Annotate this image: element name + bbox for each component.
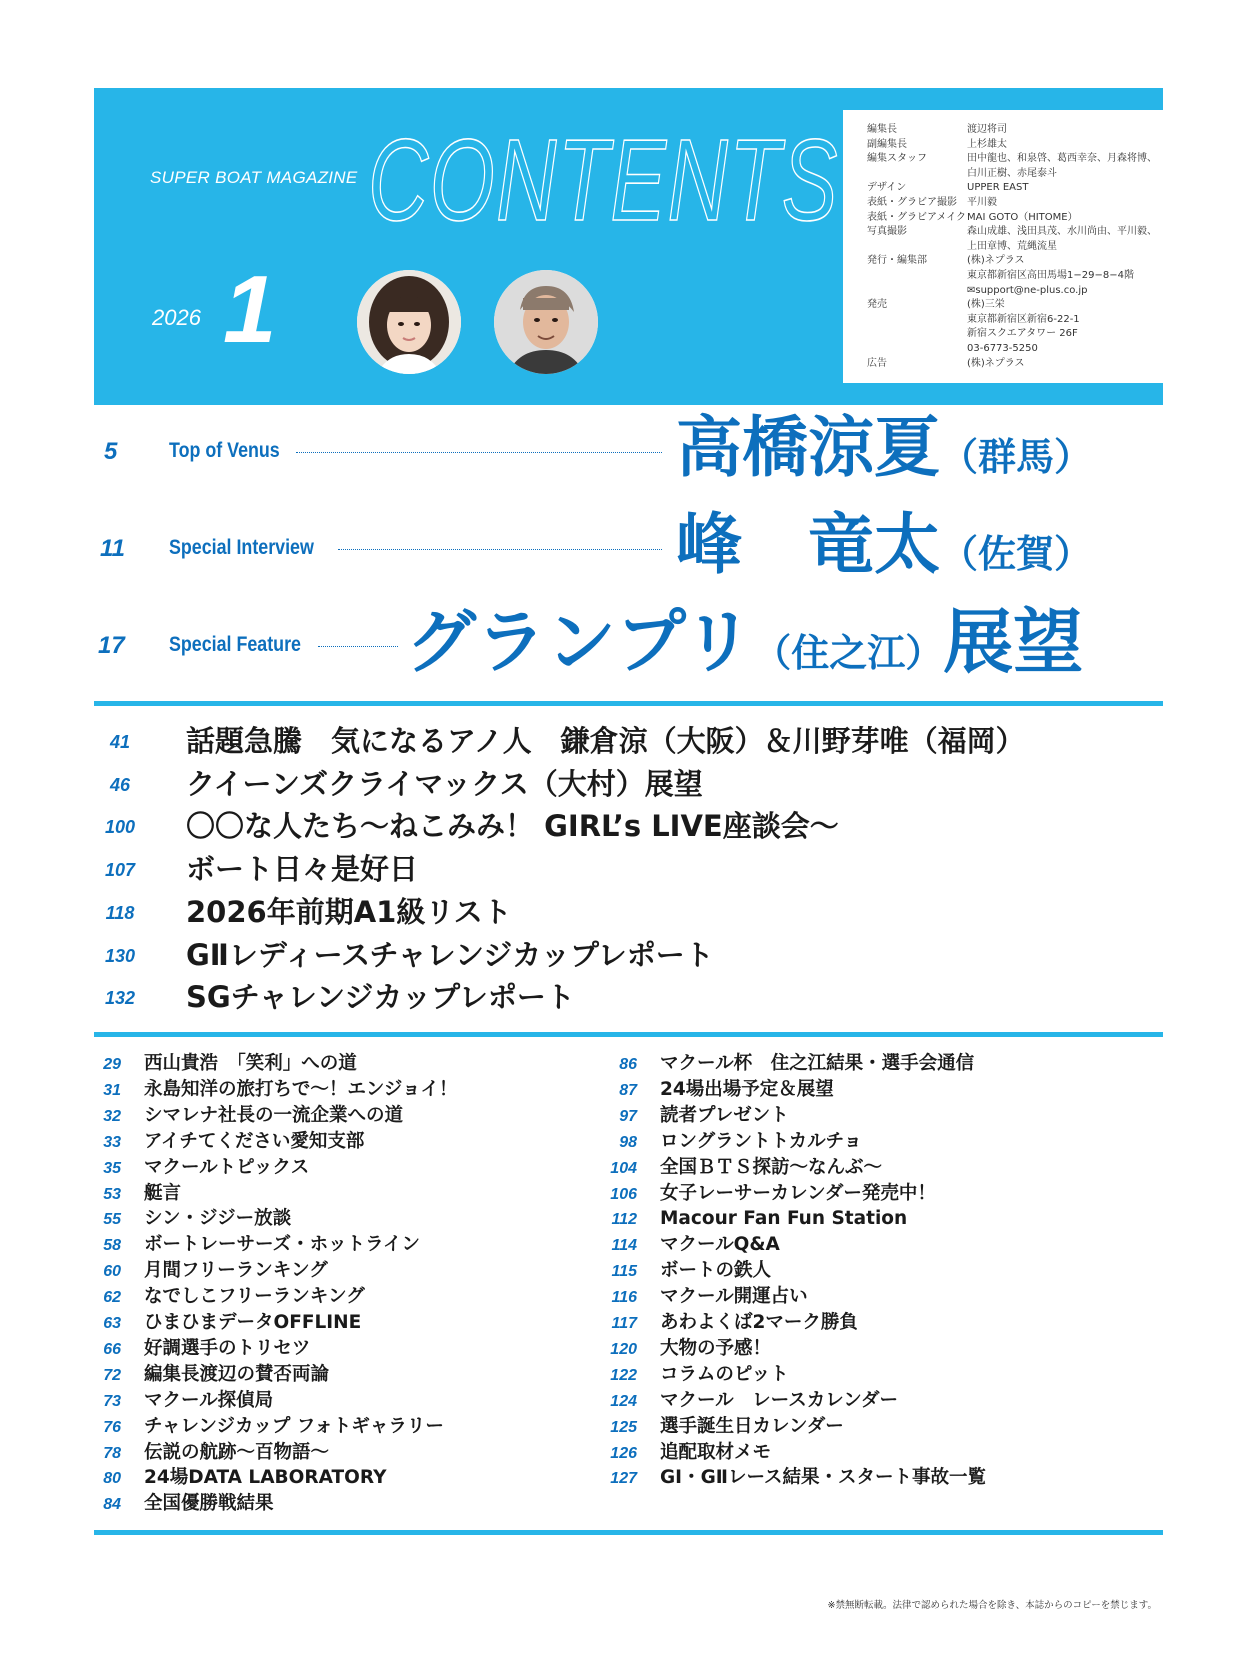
credit-value: 森山成雄、浅田具茂、水川尚由、平川毅、 (967, 226, 1157, 238)
issue-month: 1 (223, 256, 277, 363)
list-item-title: 選手誕生日カレンダー (660, 1415, 844, 1437)
list-item-page: 104 (610, 1159, 637, 1177)
feature-leader-line (338, 549, 662, 550)
list-item-title: チャレンジカップ フォトギャラリー (144, 1415, 444, 1437)
list-item-page: 124 (610, 1392, 637, 1410)
list-item-page: 107 (104, 860, 136, 881)
list-item-title: マクール レースカレンダー (660, 1389, 899, 1411)
list-item-title: シン・ジジー放談 (144, 1208, 292, 1230)
list-item-title: 24場出場予定＆展望 (660, 1078, 834, 1100)
feature-label: Special Interview (169, 536, 314, 559)
list-item-page: 97 (619, 1107, 637, 1125)
list-item-page: 35 (103, 1159, 121, 1177)
cover-avatar-woman (357, 270, 461, 374)
list-item-page: 62 (103, 1289, 121, 1307)
feature-title (676, 409, 1093, 486)
credit-role: 広告 (867, 357, 887, 369)
credit-value: 東京都新宿区新宿6-22-1 (967, 313, 1080, 325)
list-item-page: 41 (109, 732, 131, 752)
credit-value: (株)ネプラス (967, 255, 1025, 267)
list-item-title: GI・GⅡレース結果・スタート事故一覧 (660, 1467, 987, 1489)
list-item-title: 艇言 (144, 1182, 182, 1204)
credit-value: 上田章博、荒縄流星 (967, 240, 1057, 252)
list-item-page: 118 (105, 902, 135, 923)
feature-page-number: 17 (98, 632, 125, 659)
list-item-title: マクールQ&A (660, 1234, 780, 1256)
list-item-page: 116 (611, 1289, 637, 1307)
divider (94, 701, 1163, 706)
credit-value: UPPER EAST (967, 182, 1029, 194)
credit-value: MAI GOTO（HITOME） (967, 211, 1078, 223)
list-item-title: 24場DATA LABORATORY (144, 1467, 387, 1489)
page-title: CONTENTS (368, 115, 839, 245)
credit-value: 新宿スクエアタワー 26F (967, 328, 1078, 340)
credit-value: 渡辺将司 (967, 124, 1007, 135)
list-item-page: 76 (103, 1418, 121, 1436)
feature-leader-line (296, 452, 662, 453)
list-item-title: 大物の予感！ (660, 1337, 772, 1359)
feature-leader-line (318, 646, 398, 647)
credit-value: 白川正樹、赤尾泰斗 (967, 167, 1057, 179)
list-item-page: 53 (103, 1185, 121, 1203)
list-item-page: 117 (611, 1315, 637, 1332)
list-item-page: 86 (619, 1056, 637, 1073)
credit-role: 編集長 (867, 124, 897, 135)
list-item-title: 編集長渡辺の賛否両論 (144, 1363, 330, 1385)
list-item-page: 80 (103, 1470, 121, 1488)
list-item-page: 31 (103, 1081, 121, 1099)
list-item-title: なでしこフリーランキング (144, 1286, 365, 1308)
list-item-title: ボートレーサーズ・ホットライン (144, 1234, 421, 1256)
list-item-page: 60 (103, 1263, 121, 1281)
credit-value: 東京都新宿区高田馬場1−29−8−4階 (967, 270, 1134, 281)
list-item-page: 120 (610, 1340, 637, 1358)
list-item-page: 130 (104, 945, 136, 966)
cover-avatar-man (494, 270, 598, 374)
feature-page-number: 11 (100, 535, 125, 562)
list-item-page: 33 (103, 1133, 121, 1151)
list-item-title: 話題急騰 気になるアノ人 鎌倉涼（大阪）＆川野芽唯（福岡） (186, 724, 1025, 758)
credit-value: ✉support@ne-plus.co.jp (967, 284, 1088, 296)
list-item-page: 112 (611, 1211, 637, 1229)
list-item-page: 78 (103, 1444, 121, 1462)
list-item-title: Macour Fan Fun Station (660, 1208, 908, 1230)
list-item-page: 63 (103, 1315, 121, 1332)
feature-title-sub: （佐賀） (940, 532, 1093, 576)
list-item-page: 100 (104, 817, 136, 838)
list-item-title: 永島知洋の旅打ちで～！エンジョイ！ (144, 1078, 458, 1100)
list-item-page: 58 (103, 1237, 121, 1255)
feature-title-main: グランプリ (406, 601, 754, 683)
list-item-title: マクール杯 住之江結果・選手会通信 (660, 1053, 975, 1074)
list-item-page: 66 (103, 1340, 121, 1358)
credit-value: (株)三栄 (967, 299, 1005, 311)
feature-page-number: 5 (104, 438, 118, 465)
list-item-title: 全国優勝戦結果 (144, 1493, 274, 1515)
divider (94, 1032, 1163, 1037)
list-item-title: ボート日々是好日 (186, 852, 419, 887)
credit-role: 発行・編集部 (867, 255, 927, 267)
list-item-title: 2026年前期A1級リスト (186, 894, 512, 929)
list-item-page: 114 (611, 1237, 637, 1255)
list-item-title: シマレナ社長の一流企業への道 (144, 1104, 404, 1126)
list-item-title: 〇〇な人たち～ねこみみ！ GIRL’s LIVE座談会～ (186, 809, 839, 844)
credit-role: 表紙・グラビアメイク (867, 211, 966, 223)
list-item-page: 106 (610, 1185, 637, 1203)
list-item-title: マクール開運占い (660, 1286, 808, 1308)
feature-title-main: 高橋涼夏 (676, 409, 940, 486)
list-item-title: マクール探偵局 (144, 1389, 274, 1411)
credit-value: 上杉雄太 (967, 138, 1007, 150)
list-item-page: 98 (619, 1133, 637, 1151)
list-item-title: GⅡレディースチャレンジカップレポート (186, 937, 714, 972)
credits-box (843, 110, 1163, 383)
credit-value: 03-6773-5250 (967, 343, 1038, 354)
credit-role: デザイン (867, 182, 907, 194)
credit-value: (株)ネプラス (967, 357, 1025, 369)
credit-value: 平川毅 (967, 197, 997, 208)
copyright-note: ※禁無断転載。法律で認められた場合を除き、本誌からのコピーを禁じます。 (827, 1600, 1157, 1611)
feature-title-sub: （住之江） (753, 631, 944, 675)
list-item-page: 46 (109, 774, 131, 795)
list-item-title: クイーンズクライマックス（大村）展望 (186, 766, 703, 801)
credit-role: 表紙・グラビア撮影 (867, 197, 957, 208)
list-item-title: 追配取材メモ (660, 1441, 772, 1463)
list-item-page: 127 (610, 1470, 637, 1488)
credit-role: 発売 (867, 299, 887, 311)
feature-label: Special Feature (169, 633, 301, 656)
credit-role: 写真撮影 (867, 226, 907, 238)
list-item-page: 29 (103, 1056, 121, 1073)
feature-label: Top of Venus (169, 439, 280, 462)
list-item-title: 好調選手のトリセツ (144, 1337, 311, 1359)
list-item-title: 読者プレゼント (660, 1104, 789, 1126)
list-item-page: 87 (619, 1081, 637, 1099)
list-item-title: 伝説の航跡～百物語～ (144, 1441, 330, 1463)
list-item-page: 73 (103, 1392, 121, 1410)
list-item-title: コラムのピット (660, 1363, 789, 1385)
list-item-title: SGチャレンジカップレポート (186, 980, 575, 1015)
credit-role: 副編集長 (867, 138, 907, 150)
feature-title-sub: （群馬） (940, 435, 1093, 479)
list-item-title: ボートの鉄人 (660, 1260, 772, 1282)
list-item-title: アイチてください愛知支部 (144, 1130, 365, 1152)
list-item-page: 122 (610, 1366, 637, 1384)
list-item-page: 72 (103, 1366, 121, 1384)
feature-title-main: 峰 竜太 (676, 506, 940, 583)
list-item-title: 西山貴浩 「笑利」への道 (144, 1053, 357, 1074)
list-item-page: 32 (103, 1107, 121, 1125)
list-item-title: 全国ＢＴＳ探訪～なんぶ～ (660, 1156, 883, 1178)
feature-title-tail: 展望 (943, 601, 1084, 683)
issue-year: 2026 (152, 305, 201, 330)
credit-role: 編集スタッフ (867, 153, 927, 165)
magazine-label: SUPER BOAT MAGAZINE (150, 168, 358, 187)
list-item-title: マクールトピックス (144, 1156, 310, 1178)
feature-title (406, 601, 1084, 683)
list-item-title: あわよくば2マーク勝負 (660, 1312, 858, 1333)
list-item-page: 132 (104, 988, 136, 1009)
list-item-title: ロングラントトカルチョ (660, 1130, 863, 1152)
list-item-title: ひまひまデータOFFLINE (144, 1312, 362, 1333)
feature-title (676, 506, 1093, 583)
list-item-page: 84 (103, 1496, 121, 1514)
list-item-page: 125 (610, 1418, 637, 1436)
list-item-page: 55 (103, 1211, 121, 1229)
list-item-page: 126 (610, 1444, 637, 1462)
divider (94, 1530, 1163, 1535)
credit-value: 田中龍也、和泉啓、葛西幸奈、月森将博、 (967, 153, 1157, 165)
list-item-title: 月間フリーランキング (144, 1260, 328, 1282)
list-item-page: 115 (611, 1263, 637, 1281)
list-item-title: 女子レーサーカレンダー発売中！ (660, 1182, 936, 1204)
